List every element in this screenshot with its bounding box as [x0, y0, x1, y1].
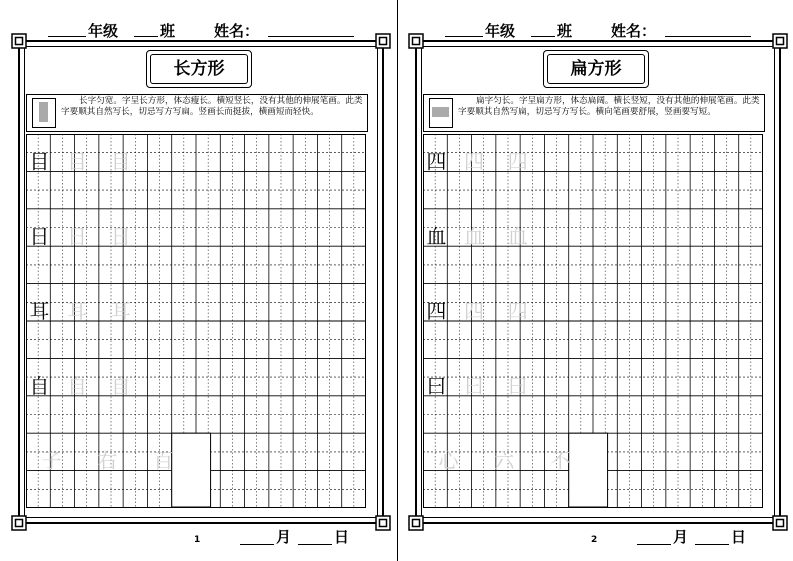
- day-blank[interactable]: [298, 526, 332, 545]
- footer: [0, 526, 396, 548]
- page-number: 2: [591, 535, 598, 545]
- month-label: 月: [276, 528, 292, 546]
- month-blank[interactable]: [637, 526, 671, 545]
- model-character: 四: [426, 299, 447, 324]
- class-label: 班: [557, 22, 573, 40]
- description-box: [423, 94, 765, 132]
- day-blank[interactable]: [695, 526, 729, 545]
- trace-character[interactable]: 曰: [507, 373, 528, 398]
- corner-ornament-icon: [408, 33, 424, 49]
- trace-character[interactable]: 不: [550, 448, 571, 473]
- practice-grid: [26, 134, 366, 508]
- name-label: 姓名：: [214, 22, 260, 40]
- model-character: 四: [426, 149, 447, 174]
- month-blank[interactable]: [240, 526, 274, 545]
- trace-character[interactable]: 自: [110, 373, 131, 398]
- trace-character[interactable]: 目: [67, 149, 87, 174]
- model-character: 目: [29, 149, 50, 174]
- name-label: 姓名：: [611, 22, 657, 40]
- grade-blank[interactable]: [445, 18, 483, 37]
- shape-icon: [429, 98, 453, 128]
- worksheet-page-1: [0, 0, 396, 561]
- trace-character[interactable]: 日: [67, 224, 87, 249]
- worksheet-frame: [18, 40, 384, 524]
- trace-character[interactable]: 自: [67, 373, 87, 398]
- page-number: 1: [194, 535, 201, 545]
- corner-ornament-icon: [11, 33, 27, 49]
- footer: [397, 526, 793, 548]
- page-title: 长方形: [146, 50, 252, 88]
- practice-grid: [423, 134, 763, 508]
- trace-character[interactable]: 四: [507, 149, 528, 174]
- trace-character[interactable]: 心: [438, 448, 459, 473]
- trace-character[interactable]: 四: [464, 299, 484, 324]
- trace-character[interactable]: 耳: [67, 299, 87, 324]
- trace-character[interactable]: 百: [153, 448, 174, 473]
- header: [0, 18, 396, 40]
- grade-label: 年级: [88, 22, 119, 40]
- trace-character[interactable]: 耳: [110, 299, 131, 324]
- grade-blank[interactable]: [48, 18, 86, 37]
- worksheet-page-2: [397, 0, 793, 561]
- trace-character[interactable]: 日: [110, 224, 131, 249]
- trace-character[interactable]: 血: [464, 224, 484, 249]
- month-label: 月: [673, 528, 689, 546]
- corner-ornament-icon: [772, 33, 788, 49]
- name-blank[interactable]: [665, 18, 751, 37]
- model-character: 自: [29, 373, 50, 398]
- name-blank[interactable]: [268, 18, 354, 37]
- class-blank[interactable]: [531, 18, 555, 37]
- class-label: 班: [160, 22, 176, 40]
- description-box: [26, 94, 368, 132]
- model-character: 血: [426, 224, 447, 249]
- trace-character[interactable]: 子: [41, 448, 62, 473]
- trace-character[interactable]: 四: [507, 299, 528, 324]
- trace-character[interactable]: 四: [464, 149, 484, 174]
- class-blank[interactable]: [134, 18, 158, 37]
- day-label: 日: [731, 528, 747, 546]
- trace-character[interactable]: 目: [110, 149, 131, 174]
- trace-character[interactable]: 血: [507, 224, 528, 249]
- description-text: 长字匀宽。字呈长方形，体态瘦长。横短竖长，没有其他的伸展笔画。此类字要顺其自然写长，切忌写方写扁。竖画长而挺拔，横画短而轻快。: [61, 96, 363, 117]
- model-character: 日: [29, 224, 50, 249]
- corner-ornament-icon: [375, 33, 391, 49]
- shape-icon: [32, 98, 56, 128]
- model-character: 耳: [29, 299, 50, 324]
- worksheet-frame: [415, 40, 781, 524]
- trace-character[interactable]: 六: [494, 448, 515, 473]
- trace-character[interactable]: 右: [97, 448, 118, 473]
- trace-character[interactable]: 曰: [464, 373, 484, 398]
- grade-label: 年级: [485, 22, 516, 40]
- description-text: 扁字匀长。字呈扁方形，体态扁阔。横长竖短，没有其他的伸展笔画。此类字要顺其自然写扁，切忌写方写长。横向笔画要舒展，竖画要写短。: [458, 96, 760, 117]
- header: [397, 18, 793, 40]
- day-label: 日: [334, 528, 350, 546]
- model-character: 曰: [426, 373, 447, 398]
- page-title: 扁方形: [543, 50, 649, 88]
